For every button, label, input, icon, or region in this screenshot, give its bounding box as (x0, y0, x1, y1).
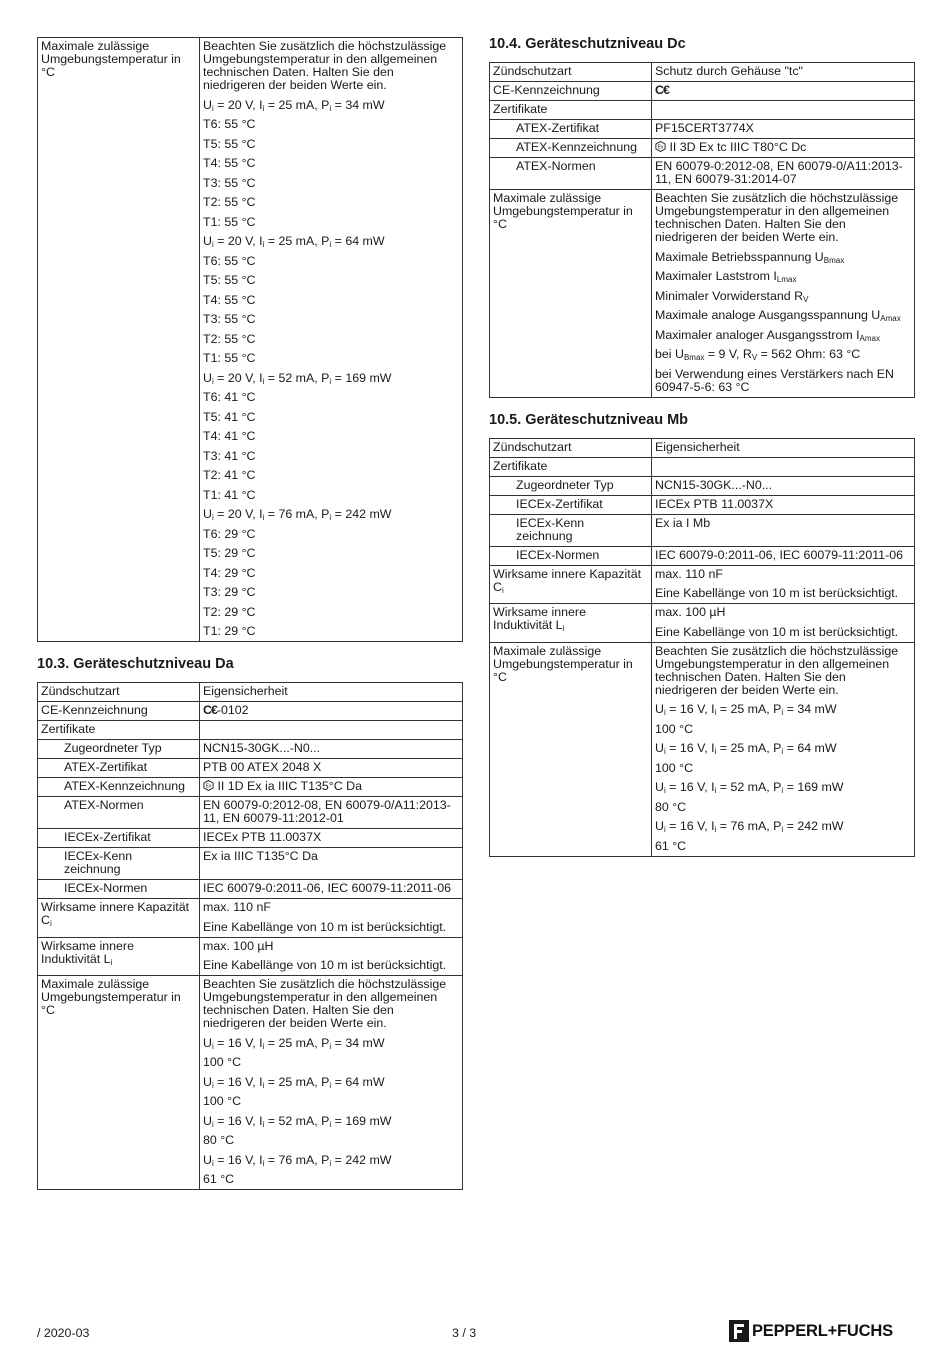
ilmax-line: Maximaler Laststrom $I_{Lmax}$ (655, 269, 797, 284)
iecex-cert-label: IECEx-Zertifikat (490, 495, 652, 514)
ce-mark-icon: C€ (655, 83, 669, 97)
ce-mark-icon: C€ (203, 703, 217, 717)
table-row (490, 514, 915, 546)
rating-line: $U_i = 16$ V, $I_i = 76$ mA, $P_i = 242$ mW (655, 819, 844, 834)
temperature-line: 61 °C (203, 1172, 235, 1186)
temperature-class-line: T5: 29 °C (203, 546, 256, 560)
temperature-line: 100 °C (203, 1094, 242, 1108)
temperature-table-da-top (37, 37, 463, 642)
iecex-mark-value: Ex ia I Mb (652, 514, 915, 546)
zuendschutzart-value: Schutz durch Gehäuse "tc" (652, 63, 915, 82)
atex-mark-value: Ex II 3D Ex tc IIIC T80°C Dc (652, 139, 915, 158)
temperature-line: 100 °C (655, 721, 694, 736)
atex-mark-label: ATEX-Kennzeichnung (490, 139, 652, 158)
table-row (490, 546, 915, 565)
max-temp-label: Maximale zulässige Umgebungstemperatur in °C (490, 642, 652, 856)
temperature-class-line: T6: 29 °C (203, 526, 256, 541)
atex-cert-label: ATEX-Zertifikat (38, 759, 200, 778)
atex-cert-label: ATEX-Zertifikat (490, 120, 652, 139)
section-heading-da: 10.3. Geräteschutzniveau Da (37, 656, 234, 672)
temperature-class-line: T3: 41 °C (203, 448, 256, 463)
atex-norm-label: ATEX-Normen (38, 797, 200, 829)
zuendschutzart-value: Eigensicherheit (652, 438, 915, 457)
section-heading-mb: 10.5. Geräteschutzniveau Mb (489, 411, 689, 428)
typ-value: NCN15-30GK...-N0... (652, 476, 915, 495)
brand-name: PEPPERL+FUCHS (752, 1321, 893, 1340)
temperature-class-line: T6: 55 °C (203, 253, 256, 268)
max-temp-label: Maximale zulässige Umgebungstemperatur in °C (38, 976, 200, 1190)
temperature-class-line: T3: 29 °C (203, 585, 256, 599)
temperature-class-line: T4: 55 °C (203, 156, 256, 170)
iecex-mark-value: Ex ia IIIC T135°C Da (200, 848, 463, 880)
temperature-class-line: T4: 41 °C (203, 429, 256, 443)
section-heading-dc: 10.4. Geräteschutzniveau Dc (489, 36, 686, 52)
atex-mark-label: ATEX-Kennzeichnung (38, 778, 200, 797)
iecex-mark-label: IECEx-Kennzeichnung (490, 514, 652, 546)
table-row (490, 476, 915, 495)
rating-line: $U_i = 20$ V, $I_i = 25$ mA, $P_i = 34$ mW (203, 97, 385, 113)
inductance-label: Wirksame innere Induktivität $L_i$ (38, 937, 200, 976)
temperature-class-line: T6: 41 °C (203, 390, 256, 404)
iecex-cert-value: IECEx PTB 11.0037X (652, 495, 915, 514)
table-row (490, 565, 915, 604)
typ-label: Zugeordneter Typ (490, 476, 652, 495)
left-column (37, 37, 463, 1190)
table-row (38, 702, 463, 721)
max-temp-note: Beachten Sie zusätzlich die höchstzulässige Umgebungstemperatur in den allgemeinen technischen Daten. Halten Sie den niedrigeren der beiden Werte ein. (655, 191, 899, 244)
table-row (38, 740, 463, 759)
rating-line: $U_i = 16$ V, $I_i = 52$ mA, $P_i = 169$ mW (655, 780, 844, 795)
iecex-cert-label: IECEx-Zertifikat (38, 829, 200, 848)
capacitance-value: max. 110 nF Eine Kabellänge von 10 m ist berücksichtigt. (652, 565, 915, 604)
max-temp-values (200, 976, 463, 1190)
rating-line: $U_i = 16$ V, $I_i = 25$ mA, $P_i = 64$ mW (203, 1074, 385, 1090)
table-row (38, 880, 463, 899)
zertifikate-label: Zertifikate (490, 101, 652, 120)
iecex-mark-label: IECEx-Kennzeichnung (38, 848, 200, 880)
right-column (489, 37, 915, 857)
section-mb-table (489, 438, 915, 857)
table-row (490, 63, 915, 82)
max-temp-label: Maximale zulässige Umgebungstemperatur in °C (38, 38, 200, 642)
atex-mark-value: Ex II 1D Ex ia IIIC T135°C Da (200, 778, 463, 797)
iecex-cert-value: IECEx PTB 11.0037X (200, 829, 463, 848)
rating-line: $U_i = 16$ V, $I_i = 52$ mA, $P_i = 169$ mW (203, 1113, 392, 1129)
iamax-line: Maximaler analoger Ausgangsstrom $I_{Amax}$ (655, 327, 880, 343)
brand-logo (729, 1320, 893, 1342)
temperature-class-line: T2: 29 °C (203, 604, 256, 619)
footer-page-number: 3 / 3 (452, 1326, 477, 1340)
zertifikate-label: Zertifikate (38, 721, 200, 740)
section-da-table (37, 682, 463, 1190)
atex-norm-value: EN 60079-0:2012-08, EN 60079-0/A11:2013-11, EN 60079-31:2014-07 (652, 158, 915, 190)
capacitance-label: Wirksame innere Kapazität $C_i$ (490, 565, 652, 604)
temperature-class-line: T2: 55 °C (203, 331, 256, 346)
max-temp-note: Beachten Sie zusätzlich die höchstzulässige Umgebungstemperatur in den allgemeinen technischen Daten. Halten Sie den niedrigeren der beiden Werte ein. (203, 977, 447, 1030)
iecex-norm-label: IECEx-Normen (490, 546, 652, 565)
atex-norm-label: ATEX-Normen (490, 158, 652, 190)
table-row (38, 848, 463, 880)
rating-line: $U_i = 20$ V, $I_i = 76$ mA, $P_i = 242$ mW (203, 507, 392, 522)
rating-line: $U_i = 20$ V, $I_i = 52$ mA, $P_i = 169$ mW (203, 370, 392, 386)
temperature-class-line: T5: 41 °C (203, 409, 256, 424)
ce-label: CE-Kennzeichnung (38, 702, 200, 721)
ex-hexagon-icon (655, 141, 666, 152)
iecex-norm-value: IEC 60079-0:2011-06, IEC 60079-11:2011-06 (200, 880, 463, 899)
temperature-class-line: T1: 29 °C (203, 624, 256, 638)
ex-hexagon-icon (203, 780, 214, 791)
rating-line: $U_i = 16$ V, $I_i = 25$ mA, $P_i = 34$ mW (655, 702, 837, 717)
svg-text:Ex: Ex (205, 783, 212, 790)
zuendschutzart-label: Zündschutzart (490, 438, 652, 457)
section-dc-table (489, 62, 915, 398)
footer-date: / 2020-03 (37, 1326, 90, 1340)
table-row (490, 604, 915, 643)
table-row (490, 495, 915, 514)
atex-norm-value: EN 60079-0:2012-08, EN 60079-0/A11:2013-11, EN 60079-11:2012-01 (200, 797, 463, 829)
temperature-class-line: T1: 55 °C (203, 214, 256, 229)
iecex-norm-value: IEC 60079-0:2011-06, IEC 60079-11:2011-06 (652, 546, 915, 565)
atex-cert-value: PTB 00 ATEX 2048 X (200, 759, 463, 778)
ce-number: -0102 (216, 703, 249, 717)
table-row (38, 683, 463, 702)
table-row (490, 438, 915, 457)
rating-line: $U_i = 16$ V, $I_i = 76$ mA, $P_i = 242$ mW (203, 1152, 392, 1168)
table-row (38, 778, 463, 797)
temperature-class-line: T1: 41 °C (203, 487, 256, 502)
inductance-value: max. 100 µH Eine Kabellänge von 10 m ist berücksichtigt. (200, 937, 463, 976)
temperature-line: 100 °C (655, 760, 694, 775)
zertifikate-label: Zertifikate (490, 457, 652, 476)
inductance-value: max. 100 µH Eine Kabellänge von 10 m ist berücksichtigt. (652, 604, 915, 643)
condition-line-2: bei Verwendung eines Verstärkers nach EN 60947-5-6: 63 °C (655, 366, 895, 394)
rating-line: $U_i = 16$ V, $I_i = 25$ mA, $P_i = 64$ mW (655, 741, 837, 756)
rv-line: Minimaler Vorwiderstand $R_V$ (655, 288, 809, 304)
ubmax-line: Maximale Betriebsspannung $U_{Bmax}$ (655, 249, 845, 265)
capacitance-value: max. 110 nF Eine Kabellänge von 10 m ist berücksichtigt. (200, 899, 463, 938)
zuendschutzart-label: Zündschutzart (490, 63, 652, 82)
table-row (490, 120, 915, 139)
table-row (38, 899, 463, 938)
max-temp-values (200, 38, 463, 642)
table-row (490, 101, 915, 120)
rating-line: $U_i = 20$ V, $I_i = 25$ mA, $P_i = 64$ mW (203, 234, 385, 249)
table-row (38, 38, 463, 642)
temperature-class-line: T1: 55 °C (203, 351, 256, 365)
ce-value (652, 82, 915, 101)
temperature-class-line: T2: 41 °C (203, 468, 256, 482)
table-row (490, 190, 915, 398)
temperature-class-line: T4: 29 °C (203, 565, 256, 580)
max-temp-note: Beachten Sie zusätzlich die höchstzulässige Umgebungstemperatur in den allgemeinen technischen Daten. Halten Sie den niedrigeren der beiden Werte ein. (655, 643, 899, 697)
table-row (490, 82, 915, 101)
table-row (38, 976, 463, 1190)
max-temp-values (652, 190, 915, 398)
temperature-class-line: T5: 55 °C (203, 273, 256, 287)
table-row (38, 759, 463, 778)
max-temp-values (652, 642, 915, 856)
temperature-class-line: T6: 55 °C (203, 117, 256, 131)
table-row (38, 829, 463, 848)
typ-label: Zugeordneter Typ (38, 740, 200, 759)
table-row (38, 721, 463, 740)
table-row (490, 457, 915, 476)
ce-value (200, 702, 463, 721)
capacitance-label: Wirksame innere Kapazität $C_i$ (38, 899, 200, 938)
table-row (490, 642, 915, 856)
rating-line: $U_i = 16$ V, $I_i = 25$ mA, $P_i = 34$ mW (203, 1035, 385, 1051)
table-row (38, 937, 463, 976)
table-row (38, 797, 463, 829)
atex-cert-value: PF15CERT3774X (652, 120, 915, 139)
table-row (490, 139, 915, 158)
temperature-class-line: T3: 55 °C (203, 312, 256, 326)
temperature-line: 61 °C (655, 838, 687, 853)
temperature-line: 100 °C (203, 1055, 242, 1069)
inductance-label: Wirksame innere Induktivität $L_i$ (490, 604, 652, 643)
iecex-norm-label: IECEx-Normen (38, 880, 200, 899)
temperature-class-line: T4: 55 °C (203, 292, 256, 307)
zuendschutzart-value: Eigensicherheit (200, 683, 463, 702)
temperature-line: 80 °C (203, 1133, 235, 1147)
temperature-line: 80 °C (655, 799, 687, 814)
condition-line-1: bei $U_{Bmax} = 9$ V, $R_V = 562$ Ohm: 63 °C (655, 347, 861, 362)
uamax-line: Maximale analoge Ausgangsspannung $U_{Amax}$ (655, 308, 901, 323)
max-temp-note: Beachten Sie zusätzlich die höchstzulässige Umgebungstemperatur in den allgemeinen technischen Daten. Halten Sie den niedrigeren der beiden Werte ein. (203, 39, 447, 92)
zuendschutzart-label: Zündschutzart (38, 683, 200, 702)
table-row (490, 158, 915, 190)
max-temp-label: Maximale zulässige Umgebungstemperatur in °C (490, 190, 652, 398)
temperature-class-line: T3: 55 °C (203, 175, 256, 190)
ce-label: CE-Kennzeichnung (490, 82, 652, 101)
temperature-class-line: T5: 55 °C (203, 136, 256, 151)
pepperl-fuchs-logo-icon (729, 1320, 749, 1342)
typ-value: NCN15-30GK...-N0... (200, 740, 463, 759)
temperature-class-line: T2: 55 °C (203, 195, 256, 209)
svg-text:Ex: Ex (657, 144, 664, 151)
